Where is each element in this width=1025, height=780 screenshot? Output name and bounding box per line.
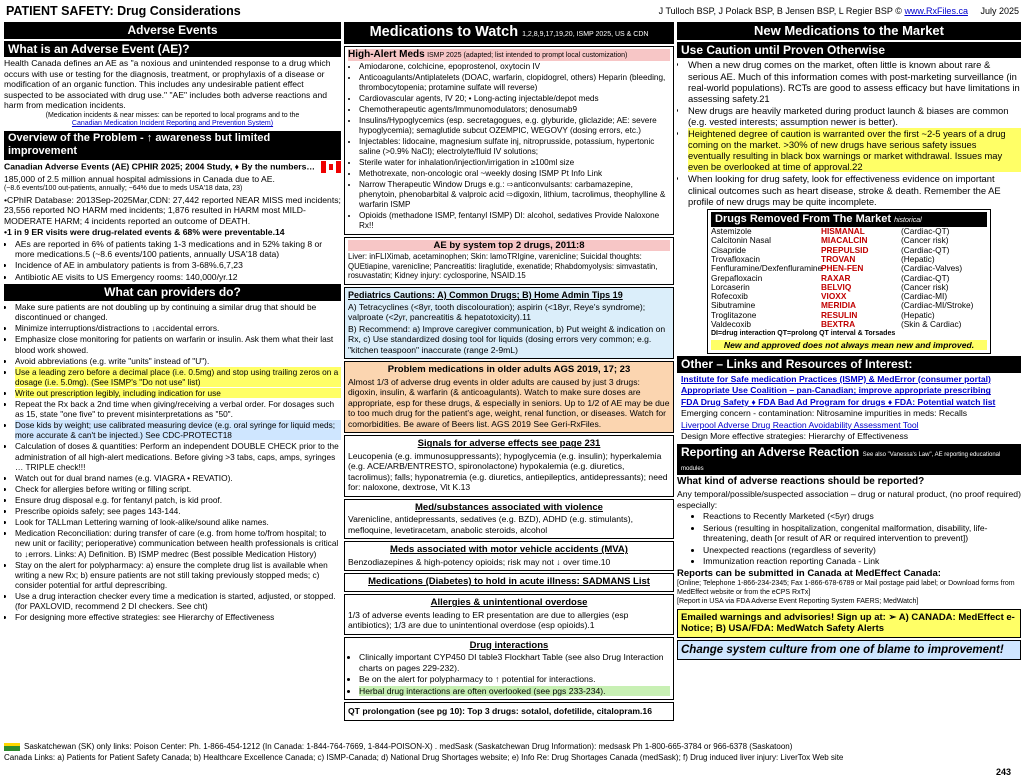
ae-by-system-text: Liver: inFLIXimab, acetaminophen; Skin: lamoTRIgine, varenicline; Suicidal thoughts: QUEtiapine, varenicline; Pancreatitis: liraglutide, exenatide; Rhabdomyolysis: simvastatin, rosuvastatin; Kidney injury: cyclosporine, NSAID.15	[348, 252, 658, 281]
report-online: [Online; Telephone 1-866-234-2345; Fax 1-866-678-6789 or Mail postage paid label; or Download forms from MedEffect website or from the eCPS RxTx]	[677, 580, 1015, 596]
drug-reason: (Cardiac-QT)	[901, 226, 950, 237]
qt-section	[344, 702, 674, 720]
copyright-symbol: ©	[895, 6, 902, 16]
caution-heading: Use Caution until Proven Otherwise	[677, 42, 1021, 59]
list-item: • Narrow Therapeutic Window Drugs e.g.: ⇨anticonvulsants: carbamazepine, phenytoin, phenobarbital & valproic acid ⇨digoxin, lithium, tacrolimus, theophylline & warfarin ISMP	[359, 180, 670, 210]
report-question: What kind of adverse reactions should be reported?	[677, 476, 925, 487]
footer-sk-links	[4, 742, 1004, 752]
list-item: • Sterile water for inhalation/injection/irrigation in ≥100ml size	[359, 158, 670, 168]
drug-reason: (Cardiac-QT)	[901, 244, 950, 255]
publication-date: July 2025	[980, 6, 1019, 16]
cae-small: (~8.6 events/100 out-patients, annually; ~64% due to meds USA'18 data, 23)	[4, 185, 243, 193]
drug-brand: RESULIN	[821, 309, 858, 320]
list-item: • Use a drug interaction checker every time a medication is started, adjusted, or stopped. (for PAXLOVID, recommend 2 DI checkers. See cht)	[15, 591, 341, 611]
drug-generic: Rofecoxib	[711, 291, 748, 302]
caution-list	[677, 59, 1021, 206]
meds-to-watch-heading	[344, 22, 674, 44]
footer-sk-text: Saskatchewan (SK) only links: Poison Center: Ph. 1-866-454-1212 (In Canada: 1-844-764-7669, 1-844-POISON-X) . medSask (Saskatchewan Drug Information): medsask Ph 1-800-665-3784 or 966-6378 (Saskatoon)	[24, 742, 793, 751]
report-any: Any temporal/possible/suspected association – drug or natural product, (no proof required) especially:	[677, 489, 1021, 510]
links-heading: Other – Links and Resources of Interest:	[677, 356, 1021, 373]
list-item: • Avoid abbreviations (e.g. write "units" instead of "U").	[15, 356, 341, 366]
drug-generic: Sibutramine	[711, 300, 756, 311]
list-item: • Make sure patients are not doubling up by continuing a similar drug that should be discontinued or changed.	[15, 302, 341, 322]
drug-reason: (Cancer risk)	[901, 281, 949, 292]
drugs-removed-note: New and approved does not always mean new and improved.	[711, 340, 987, 350]
list-item: • Reactions to Recently Marketed (<5yr) drugs	[703, 511, 1021, 521]
list-item: • Stay on the alert for polypharmacy: a) ensure the complete drug list is available when writing a new Rx; b) ensure patients are not still taking previously stopped meds; c) consider potential for artful deprescribing.	[15, 560, 341, 590]
drug-reason: (Hepatic)	[901, 253, 935, 264]
list-item: • Serious (resulting in hospitalization, congenital malformation, disability, life-threatening, death [or result of AR or required intervention to prevent])	[703, 523, 1021, 544]
list-item: • Immunization reaction reporting Canada - Link	[703, 556, 1021, 566]
emailed-warnings: Emailed warnings and advisories! Sign up at: ➢ A) CANADA: MedEffect e-Notice; B) USA/FDA: MedWatch Safety Alerts	[677, 609, 1021, 638]
list-item: • Use a leading zero before a decimal place (i.e. 0.5mg) and stop using trailing zeros on a dosage (i.e. 5.0mg). (See ISMP's "Do not use" list)	[15, 367, 341, 387]
drug-reason: (Skin & Cardiac)	[901, 318, 962, 329]
drug-brand: RAXAR	[821, 272, 851, 283]
list-item: • Check for allergies before writing or filling script.	[15, 484, 341, 494]
list-item: • Be on the alert for polypharmacy to ↑ potential for interactions.	[359, 674, 670, 684]
allergy-text: 1/3 of adverse events leading to ER presentation are due to allergies (esp antibiotics); 1/3 are due to unintentional overdose (esp opioids).1	[348, 609, 629, 631]
list-item: • When looking for drug safety, look for effectiveness evidence on important clinical outcomes such as heart disease, stroke & death. Remember the AE profile of new drugs may be quite incomplete.	[688, 173, 1021, 206]
page-header	[6, 4, 1019, 20]
list-item: • Chemotherapeutic agents/Immunomodulators; denosumab9	[359, 105, 670, 115]
drug-reason: (Cardiac-MI)	[901, 291, 948, 302]
older-adults-title: Problem medications in older adults AGS 2019, 17; 23	[387, 364, 631, 376]
list-item: • Dose kids by weight; use calibrated measuring device (e.g. oral syringe for liquid meds; more accurate & can't be injected.) See CDC-PROTECT18	[15, 420, 341, 440]
high-alert-list	[348, 62, 670, 231]
ae-question-heading: What is an Adverse Event (AE)?	[4, 41, 341, 58]
list-item: • Look for TALLman Lettering warning of look-alike/sound alike names.	[15, 517, 341, 527]
drug-reason: (Cardiac-QT)	[901, 272, 950, 283]
page-number: 243	[995, 767, 1011, 777]
meds-to-watch-title: Medications to Watch	[369, 24, 519, 40]
ae-note	[4, 112, 341, 129]
drug-generic: Astemizole	[711, 226, 752, 237]
list-item: • Watch out for dual brand names (e.g. VIAGRA • REVATIO).	[15, 473, 341, 483]
mva-title: Meds associated with motor vehicle accidents (MVA)	[390, 544, 628, 556]
high-alert-header	[348, 49, 670, 61]
list-item: • Opioids (methadone ISMP, fentanyl ISMP) DI: alcohol, sedatives Provide Naloxone Rx!!	[359, 211, 670, 231]
list-item: • Write out prescription legibly, including indication for use	[15, 388, 341, 398]
column-adverse-events	[4, 20, 341, 739]
mva-section	[344, 541, 674, 571]
website-link[interactable]: www.RxFiles.ca	[904, 6, 968, 16]
older-adults-section	[344, 361, 674, 433]
diabetes-section	[344, 573, 674, 592]
link-fda[interactable]: FDA Drug Safety ♦ FDA Bad Ad Program for drugs ♦ FDA: Potential watch list	[681, 396, 996, 407]
drug-generic: Fenfluramine/Dexfenfluramine	[711, 263, 823, 274]
footer-canada-links: Canada Links: a) Patients for Patient Safety Canada; b) Healthcare Excellence Canada; c) ISMP-Canada; d) National Drug Shortages website; e) Info Re: Drug Shortages Canada (medSask); f) Drug induced liver injury: LiverTox Web site	[4, 753, 844, 763]
report-usa: [Report in USA via FDA Adverse Event Reporting System FAERS; MedWatch]	[677, 598, 919, 606]
link-nitrosamine[interactable]: Emerging concern - contamination: Nitrosamine impurities in meds: Recalls	[681, 408, 968, 419]
list-item: • Unexpected reactions (regardless of severity)	[703, 545, 1021, 555]
author-list: J Tulloch BSP, J Polack BSP, B Jensen BSP, L Regier BSP	[658, 6, 893, 16]
ae-by-system-title: AE by system top 2 drugs, 2011:8	[348, 240, 670, 252]
allergy-title: Allergies & unintentional overdose	[430, 597, 588, 609]
drug-reason: (Cardiac-MI/Stroke)	[901, 300, 974, 311]
list-item: • Clinically important CYP450 DI table3 Flockhart Table (see also Drug Interaction charts on pages 229-232).	[359, 652, 670, 673]
new-meds-heading: New Medications to the Market	[677, 22, 1021, 40]
list-item: • Cardiovascular agents, IV 20; • Long-acting injectable/depot meds	[359, 94, 670, 104]
report-heading	[677, 444, 1021, 475]
drug-generic: Cisapride	[711, 244, 747, 255]
link-liverpool[interactable]: Liverpool Adverse Drug Reaction Avoidability Assessment Tool	[681, 419, 919, 430]
allergy-section	[344, 594, 674, 635]
list-item: • Prescribe opioids safely; see pages 143-144.	[15, 506, 341, 516]
providers-heading: What can providers do?	[4, 284, 341, 301]
list-item: • Ensure drug disposal e.g. for fentanyl patch, is kid proof.	[15, 495, 341, 505]
cae-line-text: Canadian Adverse Events (AE) CPHIR 2025; 2004 Study, ♦ By the numbers…	[4, 160, 315, 171]
list-item: • Minimize interruptions/distractions to ↓accidental errors.	[15, 323, 341, 333]
diabetes-title: Medications (Diabetes) to hold in acute illness: SADMANS List	[368, 576, 650, 588]
drug-reason: (Cancer risk)	[901, 235, 949, 246]
drug-interactions-title: Drug interactions	[469, 639, 549, 651]
violence-section	[344, 499, 674, 540]
report-sub: See also "Vanessa's Law", AE reporting educational modules	[681, 451, 1001, 473]
violence-title: Med/substances associated with violence	[415, 501, 603, 513]
authors	[659, 6, 1019, 17]
saskatchewan-flag-icon	[4, 743, 20, 751]
list-item: • Injectables: lidocaine, magnesium sulfate inj, nitroprusside, potassium, hypertonic saline (>0.9% NaCl); electrolyte/fluid IV solutions;	[359, 137, 670, 157]
older-adults-text: Almost 1/3 of adverse drug events in older adults are caused by just 3 drugs: digoxin, insulin, & warfarin (& anticoagulants). Watch to make sure doses are appropriate, esp for these drugs, & especially in seniors. Up to 1/2 of AE may be due to too much drug for the patient's age, weight, renal function, or diseases. Watch for comorbidities. Be aware of Beers list. AGS 2019 See Geri-RxFiles.	[348, 376, 670, 429]
drugs-removed-table	[711, 227, 987, 329]
page-title: PATIENT SAFETY: Drug Considerations	[6, 4, 241, 18]
er-visits-stat: •1 in 9 ER visits were drug-related events & 68% were preventable.14	[4, 227, 285, 238]
overview-list	[4, 239, 341, 283]
qt-text: QT prolongation (see pg 10): Top 3 drugs: sotalol, dofetilide, citalopram.16	[348, 706, 652, 717]
list-item: • Incidence of AE in ambulatory patients is from 3-68%.6,7,23	[15, 260, 341, 270]
drug-brand: BEXTRA	[821, 318, 856, 329]
report-list	[677, 511, 1021, 566]
violence-text: Varenicline, antidepressants, sedatives (e.g. BZD), ADHD (e.g. stimulants), mefloquine, levetiracetam, anabolic steroids, alcohol	[348, 514, 633, 535]
high-alert-ref: ISMP 2025 (adapted; list intended to prompt local customization)	[427, 51, 628, 59]
drug-brand: HISMANAL	[821, 226, 865, 237]
footer	[4, 741, 1004, 765]
drug-interactions-section	[344, 637, 674, 701]
ae-by-system-section	[344, 237, 674, 285]
list-item: • Methotrexate, non-oncologic oral ~weekly dosing ISMP Pt Info Link	[359, 169, 670, 179]
list-item: • Amiodarone, colchicine, epoprostenol, oxytocin IV	[359, 62, 670, 72]
list-item: • Insulins/Hypoglycemics (esp. secretagogues, e.g. glyburide, gliclazide; AE: severe hypoglycemia); semaglutide subcut OZEMPIC, WEGOVY (dosing errors, etc.)	[359, 116, 670, 136]
list-item: • When a new drug comes on the market, often little is known about rare & serious AE. Much of this information comes with post-marketing surveillance (in real-world populations). RCTs are good to assess efficacy but have limitations in assessing safety.21	[688, 59, 1021, 103]
drugs-removed-heading	[711, 212, 987, 227]
drug-generic: Troglitazone	[711, 309, 757, 320]
cmirps-link[interactable]: Canadian Medication Incident Reporting and Prevention System)	[71, 120, 274, 128]
drugs-removed-section	[707, 209, 991, 355]
list-item: • For designing more effective strategies: see Hierarchy of Effectiveness	[15, 612, 341, 622]
pediatrics-b: B) Recommend: a) Improve caregiver communication, b) Put weight & indication on Rx, c) Use standardized dosing tool for liquids (dosing errors very common; e.g. "kitchen teaspoon" inaccurate (range 2-9mL)	[348, 323, 666, 355]
signals-text: Leucopenia (e.g. immunosuppressants); hypoglycemia (e.g. insulin); hyperkalemia (e.g. ACE/ARB/ENTRESTO, spironolactone) hypokalemia (e.g. diuretics, tacrolimus); falls; hyponatremia (e.g. diuretics, antiepileptics, antidepressants); need for: naloxone, dextrose, Vit K.13	[348, 450, 668, 493]
drug-brand: MIACALCIN	[821, 235, 868, 246]
list-item: • Heightened degree of caution is warranted over the first ~2-5 years of a drug coming on the market. >30% of new drugs have serious safety issues eventually resulting in black box warnings or market withdrawal. Issues may even be overlooked at time of approval.22	[688, 128, 1021, 172]
drug-brand: VIOXX	[821, 291, 847, 302]
column-new-medications	[677, 20, 1021, 739]
high-alert-section	[344, 46, 674, 235]
column-medications-to-watch	[344, 20, 674, 739]
drugs-removed-sub: historical	[894, 216, 922, 224]
list-item: • AEs are reported in 6% of patients taking 1-3 medications and in 52% taking 8 or more medications.5 (~8.6 events/100 patients, annually USA'18 data)	[15, 239, 341, 260]
cphir-stat: •CPhIR Database: 2013Sep-2025Mar,CDN: 27,442 reported NEAR MISS med incidents; 23,556 reported NO HARM med incidents; 1,876 resulted in HARM most MILD-MODERATE HARM; 4 incidents reported an outcome of DEATH.	[4, 194, 341, 226]
drug-generic: Valdecoxib	[711, 318, 751, 329]
pediatrics-section	[344, 287, 674, 359]
drug-generic: Calcitonin Nasal	[711, 235, 771, 246]
drugs-removed-legend: DI=drug interaction QT=prolong QT interval & Torsades	[711, 330, 896, 338]
list-item: • Antibiotic AE visits to US Emergency rooms: 140,000/yr.12	[15, 272, 341, 282]
culture-banner: Change system culture from one of blame to improvement!	[677, 640, 1021, 660]
drug-reason: (Hepatic)	[901, 309, 935, 320]
list-item: • Anticoagulants/Antiplatelets (DOAC, warfarin, clopidogrel, others) Heparin (bleeding, thrombocytopenia; protamine sulfate will reverse)	[359, 73, 670, 93]
drug-generic: Grepafloxacin	[711, 272, 763, 283]
drug-brand: MERIDIA	[821, 300, 857, 311]
high-alert-title: High-Alert Meds	[348, 48, 425, 60]
list-item: • Repeat the Rx back a 2nd time when giving/receiving a verbal order. For dosages such as 15, state "one five" to prevent misinterpretations as "50".	[15, 399, 341, 419]
ae-note-text: (Medication incidents & near misses: can be reported to local programs and to the	[45, 111, 300, 119]
signals-section	[344, 435, 674, 497]
drug-generic: Trovafloxacin	[711, 253, 761, 264]
links-list	[677, 374, 1021, 442]
drug-brand: BELVIQ	[821, 281, 852, 292]
drug-generic: Lorcaserin	[711, 281, 750, 292]
meds-to-watch-refs: 1,2,8,9,17,19,20, ISMP 2025, US & CDN	[522, 31, 649, 38]
link-hierarchy[interactable]: Design More effective strategies: Hierarchy of Effectiveness	[681, 431, 909, 442]
list-item: • Medication Reconciliation: during transfer of care (e.g. from home to/from hospital; to new unit or facility; perioperative) communication between health professionals is critical to ↓errors. Links: A) Definition. B) ISMP medrec (Best possible Medication History)	[15, 528, 341, 558]
link-ismp[interactable]: Institute for Safe medication Practices (ISMP) & MedError (consumer portal)	[681, 373, 991, 384]
ae-definition: Health Canada defines an AE as "a noxious and unintended response to a drug which occurs with use or testing for the diagnosis, treatment, or prophylaxis of a disease or modification of an organic function. This includes any undesirable patient effect suspected to be associated with drug use." "AE" includes both adverse reactions and harm from medication incidents.	[4, 58, 331, 111]
pediatrics-title: Pediatrics Cautions: A) Common Drugs; B) Home Admin Tips 19	[348, 289, 623, 300]
drug-brand: PHEN-FEN	[821, 263, 864, 274]
report-title: Reporting an Adverse Reaction	[681, 444, 860, 459]
cae-stat: 185,000 of 2.5 million annual hospital admissions in Canada due to AE.	[4, 173, 275, 184]
list-item: • Herbal drug interactions are often overlooked (see pgs 233-234).	[359, 686, 670, 696]
list-item: • Calculation of doses & quantities: Perform an independent DOUBLE CHECK prior to the administration of all high-alert medications. Before giving >3 tabs, caps, amps, syringes … TRIPLE check!!!	[15, 441, 341, 471]
list-item: • New drugs are heavily marketed during product launch & biases are common (e.g. vested interests; assumption newer is better).	[688, 105, 1021, 127]
mva-text: Benzodiazepines & high-potency opioids; risk may not ↓ over time.10	[348, 556, 611, 567]
drug-brand: TROVAN	[821, 253, 856, 264]
link-appropriate-use[interactable]: Appropriate Use Coalition – pan-Canadian; improve appropriate prescribing	[681, 385, 991, 396]
adverse-events-heading: Adverse Events	[4, 22, 341, 39]
overview-heading: Overview of the Problem - ↑ awareness but limited improvement	[4, 131, 341, 160]
drug-brand: PREPULSID	[821, 244, 869, 255]
cae-line	[4, 161, 341, 173]
report-canada: Reports can be submitted in Canada at MedEffect Canada:	[677, 567, 941, 579]
drug-interactions-list	[348, 652, 670, 696]
drug-reason: (Cardiac-Valves)	[901, 263, 963, 274]
pediatrics-a: A) Tetracyclines (<8yr, tooth discolouration); aspirin (<18yr, Reye's syndrome); valproate (<2yr, pancreatitis & hepatotoxicity).11	[348, 301, 646, 323]
canada-flag-icon	[321, 161, 341, 173]
providers-list	[4, 302, 341, 622]
list-item: • Emphasize close monitoring for patients on warfarin or insulin. Ask them what their last blood work showed.	[15, 334, 341, 354]
signals-title: Signals for adverse effects see page 231	[417, 438, 601, 450]
drugs-removed-title: Drugs Removed From The Market	[715, 212, 892, 225]
